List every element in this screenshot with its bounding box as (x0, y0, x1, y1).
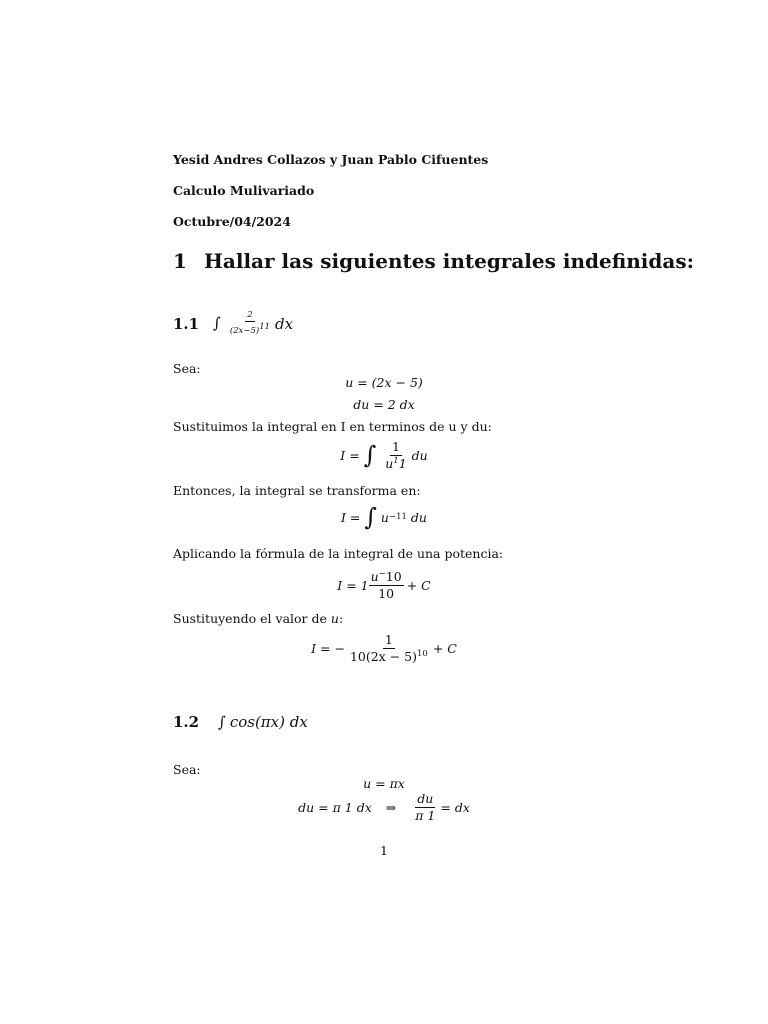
fraction-denominator (228, 322, 272, 336)
sea-label-2: Sea: (173, 762, 201, 777)
power-rule-text: Aplicando la fórmula de la integral de una potencia: (173, 546, 504, 561)
numerator-tail: 10 (385, 569, 402, 585)
substitution-text: Sustituimos la integral en I en terminos de u y du: (173, 419, 492, 434)
equation-3 (0, 570, 768, 601)
equation-2 (0, 505, 768, 529)
section-heading (173, 249, 694, 273)
fraction-denominator: π 1 (415, 807, 436, 823)
substitute-u-text (173, 611, 343, 626)
colon: : (338, 611, 344, 626)
equation-fraction (348, 633, 430, 664)
author-line: Yesid Andres Collazos y Juan Pablo Cifuentes (173, 152, 489, 167)
u-definition-2: u = πx (363, 776, 405, 791)
numerator-base: u (370, 569, 379, 585)
u-definition: u = (2x − 5) (345, 375, 423, 390)
subsection-number: 1.2 (173, 713, 200, 731)
equation-lhs: I = − (311, 640, 345, 656)
section-title: Hallar las siguientes integrales indefinidas: (204, 249, 694, 273)
equation-1 (0, 440, 768, 471)
sea-label: Sea: (173, 361, 201, 376)
implies-arrow: ⇒ (385, 799, 397, 815)
date-line: Octubre/04/2024 (173, 214, 291, 229)
du-definition: du = π 1 dx (298, 799, 372, 815)
variable-u: u (330, 611, 339, 626)
equation-4 (0, 633, 768, 664)
power-base: u (380, 509, 389, 525)
subsection-number: 1.1 (173, 314, 200, 333)
denominator-base: 10(2x − 5) (349, 648, 418, 664)
integral-sign: ∫ (218, 712, 226, 731)
fraction-denominator (383, 456, 408, 471)
substitute-text: Sustituyendo el valor de (173, 611, 327, 626)
denominator-base: u (385, 455, 394, 471)
numerator-exponent: − (378, 569, 386, 579)
subsection-integral (213, 311, 293, 337)
denominator-exponent: 1 (393, 455, 399, 466)
differential: dx (275, 314, 294, 333)
constant-term: + C (432, 640, 457, 656)
integral-sign: ∫ (363, 441, 377, 470)
equation-lhs: I = (341, 509, 361, 525)
du-definition: du = 2 dx (353, 397, 415, 412)
fraction-denominator (348, 649, 430, 664)
fraction-numerator: 1 (391, 439, 400, 454)
subsection-heading-1-2 (173, 713, 308, 731)
du-fraction (413, 792, 437, 823)
fraction-numerator: 1 (384, 632, 393, 647)
du-equation-2 (0, 792, 768, 823)
fraction-numerator (369, 570, 404, 586)
course-line: Calculo Mulivariado (173, 183, 315, 198)
equation-fraction (369, 570, 404, 601)
equation-lhs: I = (340, 447, 360, 463)
differential: du (410, 509, 427, 525)
equation-fraction (383, 440, 408, 471)
fraction-numerator: du (417, 791, 434, 806)
integral-sign: ∫ (213, 314, 221, 333)
denominator-exponent: 10 (417, 648, 428, 659)
page-number: 1 (380, 843, 388, 858)
subsection-integral (213, 713, 308, 731)
fraction-numerator: 2 (245, 311, 254, 322)
power-exponent: −11 (388, 512, 407, 522)
integral-sign: ∫ (364, 503, 377, 531)
denominator-tail: 1 (398, 455, 407, 471)
fraction-tail: = dx (440, 799, 470, 815)
integrand-fraction (228, 311, 272, 337)
denominator-base: (2x−5) (229, 326, 260, 337)
differential: du (411, 447, 428, 463)
denominator-exponent: 11 (259, 322, 271, 333)
section-number: 1 (173, 249, 187, 273)
constant-term: + C (406, 577, 431, 593)
equation-lhs: I = 1 (337, 577, 369, 593)
subsection-heading-1-1 (173, 311, 293, 337)
fraction-denominator: 10 (378, 585, 395, 601)
integrand: cos(πx) dx (229, 713, 308, 731)
transform-text: Entonces, la integral se transforma en: (173, 483, 421, 498)
